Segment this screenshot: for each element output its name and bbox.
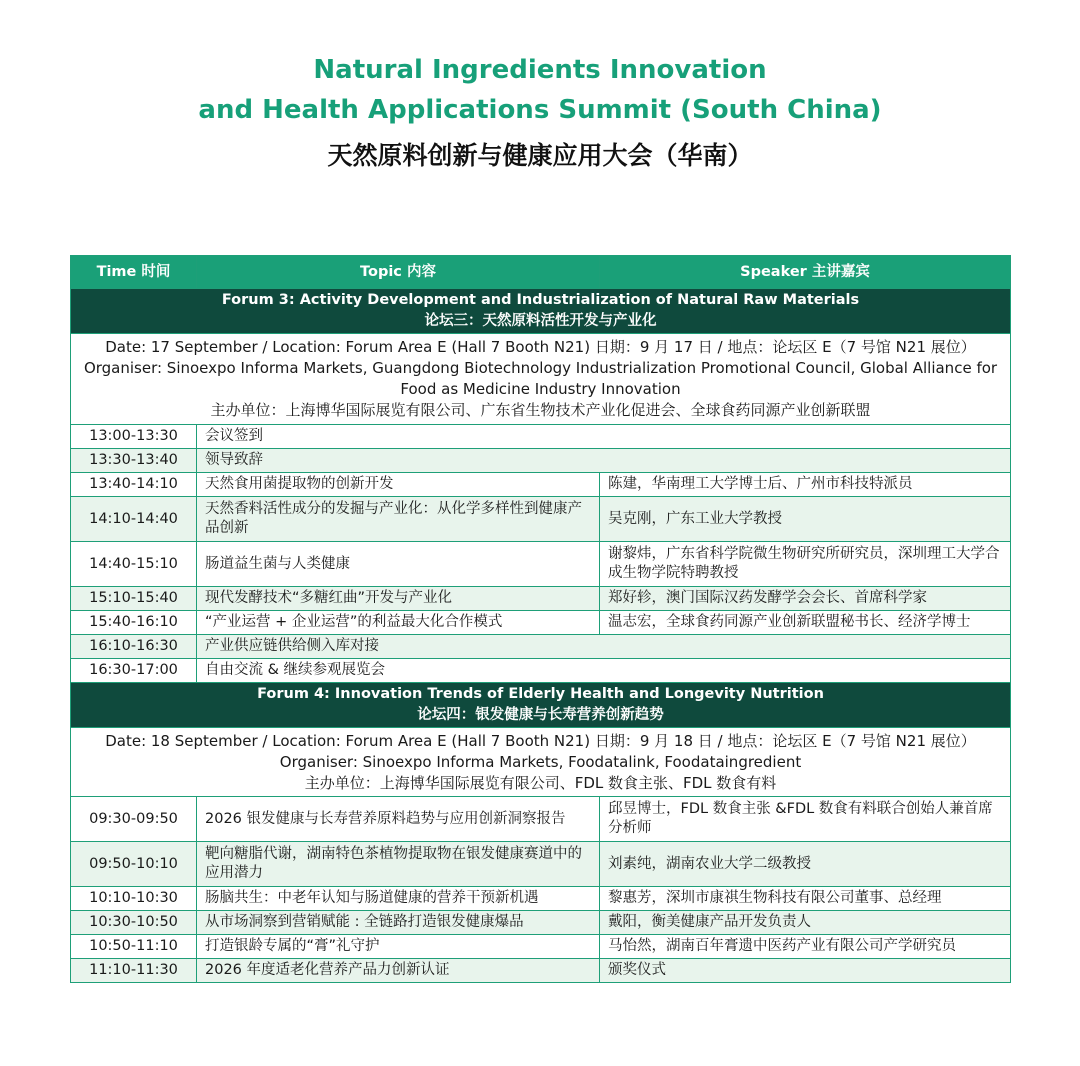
table-row [71, 842, 1011, 887]
row-time: 10:30-10:50 [71, 911, 197, 935]
row-topic: 会议签到 [197, 425, 1011, 449]
row-topic: 产业供应链供给侧入库对接 [197, 635, 1011, 659]
forum-3-title-cn: 论坛三：天然原料活性开发与产业化 [424, 313, 657, 329]
row-time: 09:30-09:50 [71, 797, 197, 842]
forum-4-header [71, 683, 1011, 728]
row-time: 14:10-14:40 [71, 497, 197, 542]
table-row [71, 911, 1011, 935]
agenda-table [70, 255, 1011, 983]
row-time: 10:10-10:30 [71, 887, 197, 911]
header-speaker: Speaker 主讲嘉宾 [600, 256, 1011, 289]
forum-4-date: Date: 18 September / Location: Forum Area E (Hall 7 Booth N21) 日期：9 月 18 日 / 地点：论坛区 E（7 号馆 N21 展位） [105, 731, 976, 750]
table-header-row [71, 256, 1011, 289]
row-topic: 领导致辞 [197, 449, 1011, 473]
row-speaker: 邱昱博士，FDL 数食主张 &FDL 数食有料联合创始人兼首席分析师 [600, 797, 1011, 842]
table-row [71, 425, 1011, 449]
row-time: 15:40-16:10 [71, 611, 197, 635]
row-topic: 从市场洞察到营销赋能 : 全链路打造银发健康爆品 [197, 911, 600, 935]
row-speaker: 陈建，华南理工大学博士后、广州市科技特派员 [600, 473, 1011, 497]
row-time: 13:40-14:10 [71, 473, 197, 497]
row-topic: “产业运营 + 企业运营”的利益最大化合作模式 [197, 611, 600, 635]
row-speaker: 马怡然，湖南百年膏遗中医药产业有限公司产学研究员 [600, 935, 1011, 959]
row-time: 16:30-17:00 [71, 659, 197, 683]
row-speaker: 吴克刚，广东工业大学教授 [600, 497, 1011, 542]
forum-3-title [71, 289, 1011, 334]
row-topic: 打造银龄专属的“膏”礼守护 [197, 935, 600, 959]
forum-3-organiser-en: Organiser: Sinoexpo Informa Markets, Guangdong Biotechnology Industrialization Promotional Council, Global Alliance for Food as Medicine Industry Innovation [83, 359, 998, 398]
row-topic: 肠道益生菌与人类健康 [197, 542, 600, 587]
row-speaker: 温志宏，全球食药同源产业创新联盟秘书长、经济学博士 [600, 611, 1011, 635]
forum-3-title-en: Forum 3: Activity Development and Industrialization of Natural Raw Materials [221, 292, 860, 308]
table-row [71, 611, 1011, 635]
row-time: 16:10-16:30 [71, 635, 197, 659]
table-row [71, 659, 1011, 683]
row-speaker: 戴阳，衡美健康产品开发负责人 [600, 911, 1011, 935]
table-row [71, 542, 1011, 587]
row-time: 14:40-15:10 [71, 542, 197, 587]
table-row [71, 473, 1011, 497]
forum-3-date: Date: 17 September / Location: Forum Area E (Hall 7 Booth N21) 日期：9 月 17 日 / 地点：论坛区 E（7 号馆 N21 展位） [105, 338, 976, 356]
forum-4-info-cell [71, 728, 1011, 797]
table-row [71, 449, 1011, 473]
row-topic: 天然香料活性成分的发掘与产业化：从化学多样性到健康产品创新 [197, 497, 600, 542]
table-row [71, 497, 1011, 542]
row-time: 10:50-11:10 [71, 935, 197, 959]
row-topic: 天然食用菌提取物的创新开发 [197, 473, 600, 497]
table-row [71, 587, 1011, 611]
row-topic: 肠脑共生：中老年认知与肠道健康的营养干预新机遇 [197, 887, 600, 911]
row-speaker: 郑好轸，澳门国际汉药发酵学会会长、首席科学家 [600, 587, 1011, 611]
row-topic: 2026 银发健康与长寿营养原料趋势与应用创新洞察报告 [197, 797, 600, 842]
row-time: 15:10-15:40 [71, 587, 197, 611]
row-speaker: 黎惠芳，深圳市康祺生物科技有限公司董事、总经理 [600, 887, 1011, 911]
row-speaker: 刘素纯，湖南农业大学二级教授 [600, 842, 1011, 887]
forum-3-header [71, 289, 1011, 334]
forum-3-info [71, 334, 1011, 425]
row-topic: 现代发酵技术“多糖红曲”开发与产业化 [197, 587, 600, 611]
table-row [71, 935, 1011, 959]
title-line-3-cn: 天然原料创新与健康应用大会（华南） [327, 141, 753, 170]
forum-3-organiser-cn: 主办单位：上海博华国际展览有限公司、广东省生物技术产业化促进会、全球食药同源产业创新联盟 [210, 401, 871, 419]
header-topic: Topic 内容 [197, 256, 600, 289]
table-row [71, 887, 1011, 911]
forum-4-title [71, 683, 1011, 728]
row-topic: 2026 年度适老化营养产品力创新认证 [197, 959, 600, 983]
forum-4-title-en: Forum 4: Innovation Trends of Elderly Health and Longevity Nutrition [257, 686, 824, 702]
forum-4-info [71, 728, 1011, 797]
forum-3-info-cell [71, 334, 1011, 425]
row-time: 13:30-13:40 [71, 449, 197, 473]
row-topic: 自由交流 & 继续参观展览会 [197, 659, 1011, 683]
row-speaker: 谢黎炜，广东省科学院微生物研究所研究员，深圳理工大学合成生物学院特聘教授 [600, 542, 1011, 587]
title-line-1: Natural Ingredients Innovation [313, 55, 767, 85]
row-time: 11:10-11:30 [71, 959, 197, 983]
forum-4-organiser-en: Organiser: Sinoexpo Informa Markets, Foodatalink, Foodataingredient [279, 752, 802, 771]
table-row [71, 797, 1011, 842]
row-topic: 靶向糖脂代谢，湖南特色茶植物提取物在银发健康赛道中的应用潜力 [197, 842, 600, 887]
table-row [71, 635, 1011, 659]
forum-4-title-cn: 论坛四：银发健康与长寿营养创新趋势 [417, 707, 664, 723]
header-time: Time 时间 [71, 256, 197, 289]
row-time: 13:00-13:30 [71, 425, 197, 449]
table-row [71, 959, 1011, 983]
row-speaker: 颁奖仪式 [600, 959, 1011, 983]
forum-4-organiser-cn: 主办单位：上海博华国际展览有限公司、FDL 数食主张、FDL 数食有料 [304, 773, 777, 792]
row-time: 09:50-10:10 [71, 842, 197, 887]
title-line-2: and Health Applications Summit (South China) [198, 95, 882, 125]
